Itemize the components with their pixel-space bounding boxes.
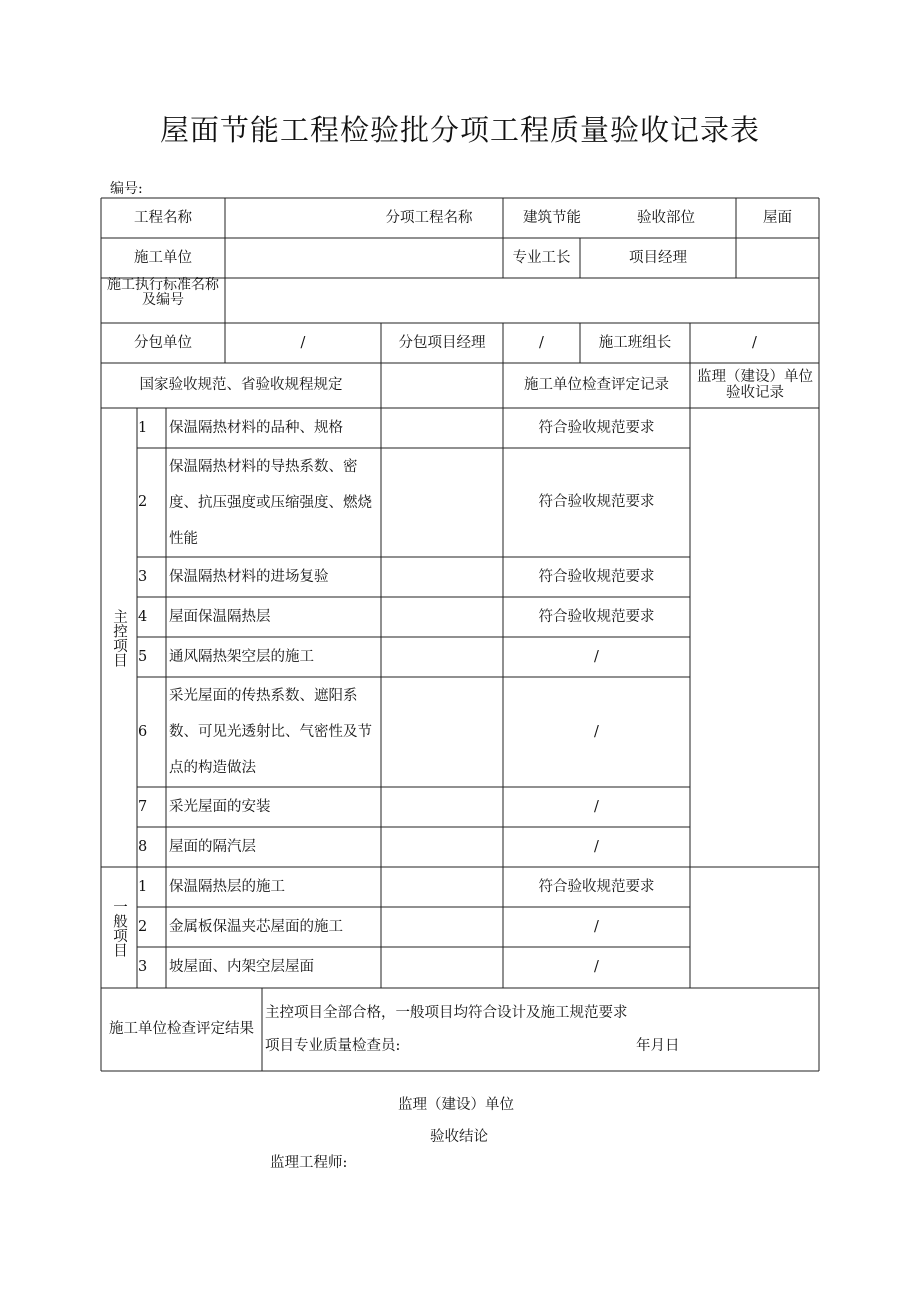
supervision-engineer-label: 监理工程师: [270,1155,348,1171]
item-no: 8 [138,838,148,855]
item-desc: 金属板保温夹芯屋面的施工 [169,918,343,935]
standard-label: 施工执行标准名称及编号 [107,277,219,308]
item-desc: 采光屋面的传热系数、遮阳系数、可见光透射比、气密性及节点的构造做法 [169,688,372,776]
item-no: 5 [138,648,148,665]
inspection-part-value: 屋面 [763,209,792,226]
result-label: 施工单位检查评定结果 [109,1021,254,1037]
subcontract-manager-label: 分包项目经理 [398,334,486,351]
item-desc: 坡屋面、内架空层屋面 [169,959,314,975]
item-result: 符合验收规范要求 [538,568,655,585]
spec-label: 国家验收规范、省验收规程规定 [139,377,343,393]
inspection-part-label: 验收部位 [637,209,695,226]
inspector-label: 项目专业质量检查员: [265,1037,401,1054]
item-no: 1 [138,878,148,895]
item-desc: 屋面的隔汽层 [169,838,256,855]
item-desc: 采光屋面的安装 [169,798,271,815]
item-no: 2 [138,494,148,510]
subcontract-manager-value: / [539,334,544,351]
supervision-unit-label: 监理（建设）单位 [398,1097,514,1113]
item-result: / [594,723,599,740]
page-title: 屋面节能工程检验批分项工程质量验收记录表 [159,113,760,147]
item-no: 4 [138,608,148,625]
subcontract-unit-value: / [300,334,306,351]
item-no: 6 [138,723,148,740]
general-label: 一般项目 [111,899,127,957]
item-result: 符合验收规范要求 [538,608,655,625]
main-control-label: 主控项目 [111,609,127,667]
item-result: 符合验收规范要求 [538,419,655,436]
project-manager-label: 项目经理 [629,249,687,266]
item-result: / [594,648,599,665]
item-result: 符合验收规范要求 [538,878,655,895]
item-result: 符合验收规范要求 [538,494,655,510]
item-result: / [594,838,599,855]
item-desc: 通风隔热架空层的施工 [169,648,314,665]
supervision-conclusion-label: 验收结论 [430,1129,488,1145]
item-desc: 屋面保温隔热层 [169,608,271,625]
item-desc: 保温隔热材料的导热系数、密度、抗压强度或压缩强度、燃烧性能 [169,458,372,547]
item-no: 3 [138,568,148,585]
foreman-label: 专业工长 [512,249,571,266]
sub-project-label: 分项工程名称 [385,209,473,226]
sub-project-value: 建筑节能 [523,209,581,226]
check-record-label: 施工单位检查评定记录 [524,377,669,393]
item-result: / [594,798,599,815]
code-label: 编号: [110,181,143,197]
item-desc: 保温隔热层的施工 [169,878,285,895]
subcontract-unit-label: 分包单位 [134,334,192,351]
team-leader-label: 施工班组长 [598,334,672,351]
item-no: 2 [138,918,148,935]
item-no: 7 [138,798,148,815]
item-no: 1 [138,419,148,436]
item-no: 3 [138,959,148,975]
project-name-label: 工程名称 [134,209,192,226]
item-result: / [594,918,599,935]
result-date-label: 年月日 [636,1037,680,1054]
result-conclusion: 主控项目全部合格，一般项目均符合设计及施工规范要求 [265,1004,628,1021]
team-leader-value: / [752,334,757,351]
supervision-record-label: 监理（建设）单位验收记录 [697,369,813,401]
item-result: / [594,959,599,975]
construction-unit-label: 施工单位 [134,249,192,266]
item-desc: 保温隔热材料的进场复验 [169,568,329,585]
item-desc: 保温隔热材料的品种、规格 [169,419,343,436]
